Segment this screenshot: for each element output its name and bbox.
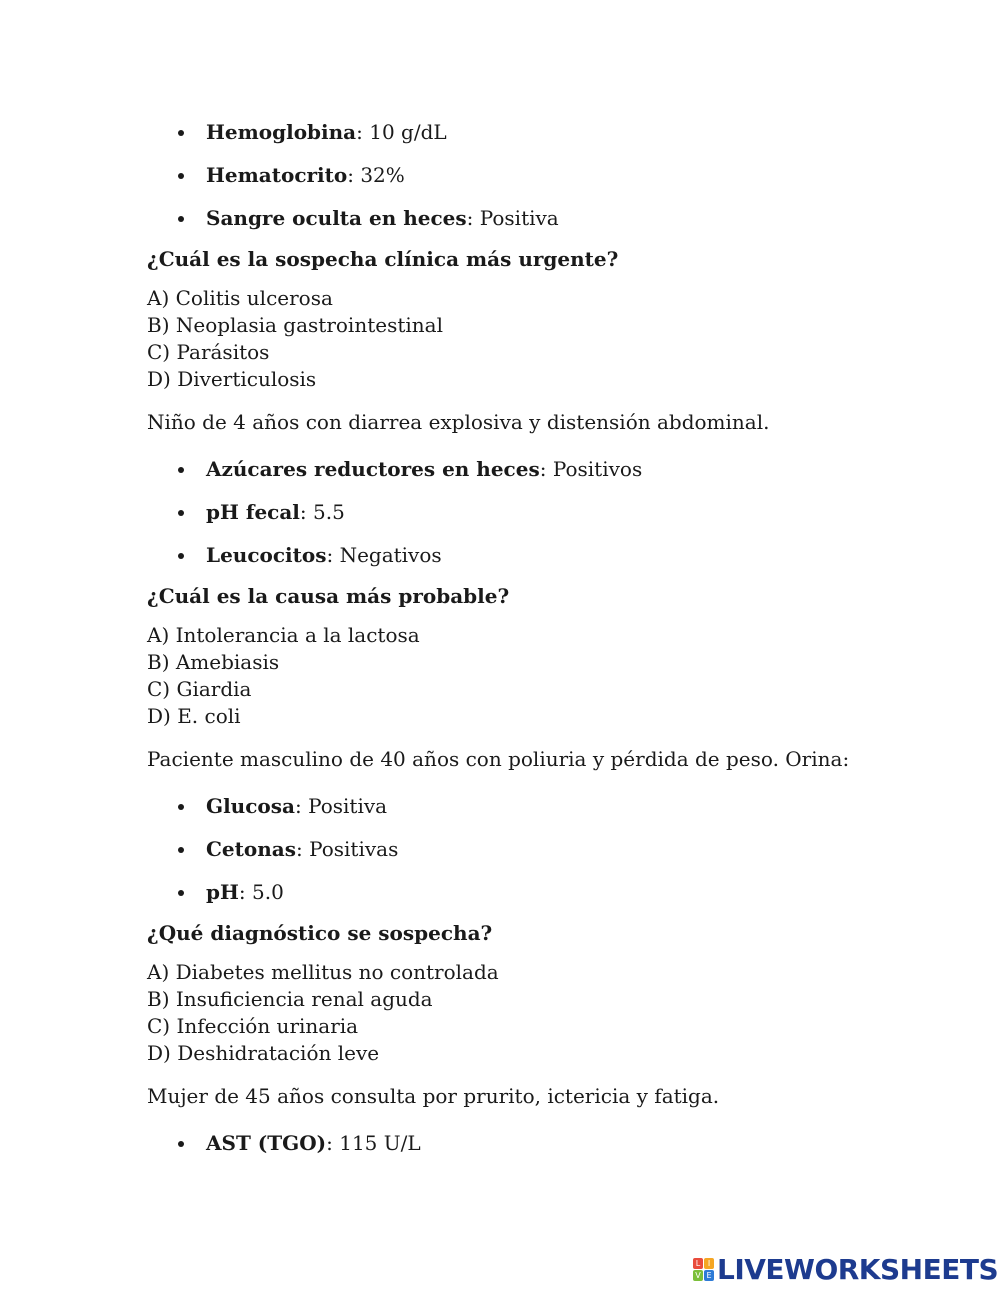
lab-label: Glucosa	[206, 794, 295, 818]
option: C) Infección urinaria	[147, 1014, 359, 1038]
lab-value: : Positivas	[295, 837, 399, 861]
lab-label: Leucocitos	[206, 543, 327, 567]
list-item	[147, 788, 927, 831]
logo-tile: I	[704, 1258, 714, 1269]
lab-label: Hemoglobina	[206, 120, 357, 144]
liveworksheets-logo	[693, 1252, 998, 1286]
brand-name: LIVEWORKSHEETS	[717, 1252, 999, 1286]
lab-label: Cetonas	[206, 837, 296, 861]
logo-tile: L	[693, 1258, 703, 1269]
option: B) Insuficiencia renal aguda	[147, 987, 433, 1011]
lab-value: : 5.5	[299, 500, 345, 524]
lab-value: : Negativos	[326, 543, 442, 567]
list-item	[147, 451, 927, 494]
lab-label: AST (TGO)	[206, 1131, 327, 1155]
option: C) Giardia	[147, 677, 252, 701]
lab-value: : 115 U/L	[326, 1131, 421, 1155]
option: C) Parásitos	[147, 340, 270, 364]
answer-options	[147, 622, 927, 730]
option: A) Intolerancia a la lactosa	[147, 623, 420, 647]
answer-options	[147, 959, 927, 1067]
case-description: Mujer de 45 años consulta por prurito, ictericia y fatiga.	[147, 1084, 720, 1108]
list-item	[147, 114, 927, 157]
list-item	[147, 157, 927, 200]
question: ¿Qué diagnóstico se sospecha?	[147, 921, 493, 945]
option: B) Neoplasia gastrointestinal	[147, 313, 443, 337]
lab-label: pH fecal	[206, 500, 300, 524]
option: D) E. coli	[147, 704, 241, 728]
lab-results-list	[147, 114, 927, 243]
list-item	[147, 1125, 927, 1168]
lab-results-list	[147, 788, 927, 917]
question: ¿Cuál es la causa más probable?	[147, 584, 510, 608]
liveworksheets-logo-icon	[693, 1258, 714, 1281]
worksheet-page	[147, 114, 927, 1168]
option: A) Diabetes mellitus no controlada	[147, 960, 499, 984]
lab-label: pH	[206, 880, 239, 904]
case-description: Niño de 4 años con diarrea explosiva y distensión abdominal.	[147, 410, 770, 434]
case-description: Paciente masculino de 40 años con poliuria y pérdida de peso. Orina:	[147, 747, 850, 771]
lab-value: : 32%	[347, 163, 405, 187]
option: A) Colitis ulcerosa	[147, 286, 333, 310]
answer-options	[147, 285, 927, 393]
lab-label: Hematocrito	[206, 163, 348, 187]
lab-results-list	[147, 451, 927, 580]
list-item	[147, 874, 927, 917]
lab-label: Azúcares reductores en heces	[206, 457, 540, 481]
lab-value: : Positivos	[539, 457, 643, 481]
lab-value: : 5.0	[238, 880, 284, 904]
lab-value: : Positiva	[294, 794, 388, 818]
option: B) Amebiasis	[147, 650, 280, 674]
lab-results-list	[147, 1125, 927, 1168]
option: D) Diverticulosis	[147, 367, 317, 391]
list-item	[147, 537, 927, 580]
logo-tile: E	[704, 1270, 714, 1281]
lab-value: : 10 g/dL	[356, 120, 447, 144]
list-item	[147, 200, 927, 243]
lab-value: : Positiva	[466, 206, 559, 230]
option: D) Deshidratación leve	[147, 1041, 380, 1065]
question: ¿Cuál es la sospecha clínica más urgente?	[147, 247, 619, 271]
list-item	[147, 494, 927, 537]
list-item	[147, 831, 927, 874]
lab-label: Sangre oculta en heces	[206, 206, 467, 230]
logo-tile: V	[693, 1270, 703, 1281]
